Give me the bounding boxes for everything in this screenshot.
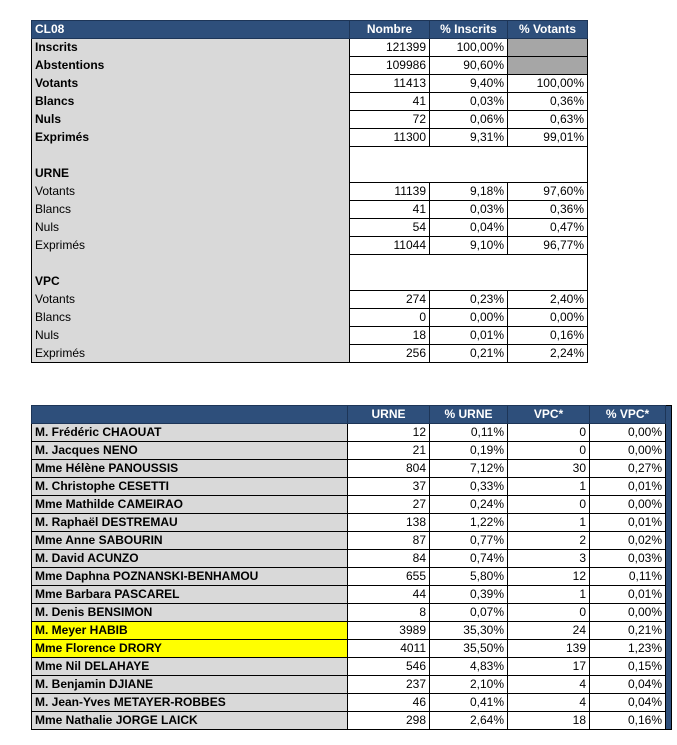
summary-nombre: 72: [350, 111, 430, 129]
candidate-pct-vpc: 0,01%: [590, 586, 666, 604]
candidate-pct-vpc: 0,11%: [590, 568, 666, 586]
candidate-row-edge: [666, 640, 672, 658]
summary-row: [32, 75, 588, 93]
summary-row-label: Votants: [32, 291, 350, 309]
candidate-urne: 12: [348, 424, 430, 442]
summary-nombre: 274: [350, 291, 430, 309]
summary-nombre: 11300: [350, 129, 430, 147]
summary-spacer-cell: [350, 273, 430, 291]
summary-spacer-row: [32, 255, 588, 273]
summary-pct-votants: 0,16%: [508, 327, 588, 345]
summary-spacer-cell: [430, 273, 508, 291]
candidate-urne: 298: [348, 712, 430, 730]
candidate-pct-vpc: 0,00%: [590, 424, 666, 442]
candidate-name: Mme Anne SABOURIN: [32, 532, 348, 550]
candidate-name: Mme Hélène PANOUSSIS: [32, 460, 348, 478]
summary-header-pct-votants: % Votants: [508, 21, 588, 39]
candidate-pct-vpc: 0,27%: [590, 460, 666, 478]
candidate-urne: 237: [348, 676, 430, 694]
candidate-pct-vpc: 0,00%: [590, 442, 666, 460]
candidate-vpc: 1: [508, 586, 590, 604]
summary-nombre: 121399: [350, 39, 430, 57]
candidate-row-edge: [666, 712, 672, 730]
candidate-row-edge: [666, 676, 672, 694]
summary-pct-inscrits: 90,60%: [430, 57, 508, 75]
candidate-pct-urne: 0,07%: [430, 604, 508, 622]
candidate-pct-urne: 2,10%: [430, 676, 508, 694]
summary-spacer-cell: [508, 273, 588, 291]
summary-pct-inscrits: 0,03%: [430, 201, 508, 219]
summary-row: [32, 183, 588, 201]
candidate-row: [32, 442, 672, 460]
candidate-pct-vpc: 0,01%: [590, 478, 666, 496]
summary-nombre: 11413: [350, 75, 430, 93]
candidate-row: [32, 496, 672, 514]
summary-row-label: Abstentions: [32, 57, 350, 75]
summary-row: [32, 93, 588, 111]
summary-pct-votants: 96,77%: [508, 237, 588, 255]
candidate-pct-urne: 0,19%: [430, 442, 508, 460]
candidate-urne: 546: [348, 658, 430, 676]
candidate-pct-urne: 0,77%: [430, 532, 508, 550]
candidate-vpc: 4: [508, 694, 590, 712]
summary-nombre: 11139: [350, 183, 430, 201]
candidate-vpc: 24: [508, 622, 590, 640]
candidate-pct-vpc: 0,01%: [590, 514, 666, 532]
section-vpc-title-label: VPC: [32, 273, 350, 291]
summary-pct-inscrits: 0,06%: [430, 111, 508, 129]
summary-row-label: Votants: [32, 183, 350, 201]
summary-row: [32, 129, 588, 147]
candidate-pct-vpc: 0,02%: [590, 532, 666, 550]
summary-nombre: 256: [350, 345, 430, 363]
candidate-row-edge: [666, 424, 672, 442]
summary-row: [32, 57, 588, 75]
summary-row-label: Exprimés: [32, 345, 350, 363]
candidate-row-edge: [666, 460, 672, 478]
candidate-vpc: 1: [508, 478, 590, 496]
candidate-urne: 37: [348, 478, 430, 496]
candidate-vpc: 0: [508, 442, 590, 460]
summary-nombre: 11044: [350, 237, 430, 255]
candidate-pct-vpc: 0,00%: [590, 604, 666, 622]
candidate-pct-urne: 2,64%: [430, 712, 508, 730]
summary-row-label: Blancs: [32, 309, 350, 327]
candidate-row: [32, 604, 672, 622]
candidate-urne: 21: [348, 442, 430, 460]
candidate-row: [32, 550, 672, 568]
summary-spacer-cell: [350, 165, 430, 183]
candidate-name: M. Frédéric CHAOUAT: [32, 424, 348, 442]
candidate-pct-urne: 35,50%: [430, 640, 508, 658]
section-urne-title-label: URNE: [32, 165, 350, 183]
candidate-pct-urne: 7,12%: [430, 460, 508, 478]
candidate-urne: 138: [348, 514, 430, 532]
candidates-header-row: [32, 406, 672, 424]
summary-table: [31, 20, 588, 363]
candidate-vpc: 17: [508, 658, 590, 676]
candidate-vpc: 12: [508, 568, 590, 586]
summary-row: [32, 237, 588, 255]
summary-row: [32, 111, 588, 129]
summary-nombre: 41: [350, 201, 430, 219]
candidate-row: [32, 586, 672, 604]
summary-spacer-cell: [350, 147, 430, 165]
candidate-row: [32, 712, 672, 730]
candidates-header-urne: URNE: [348, 406, 430, 424]
summary-row: [32, 291, 588, 309]
summary-pct-votants: 0,00%: [508, 309, 588, 327]
summary-spacer-row: [32, 147, 588, 165]
summary-spacer-label: [32, 147, 350, 165]
summary-pct-votants: 2,40%: [508, 291, 588, 309]
candidate-name: Mme Nil DELAHAYE: [32, 658, 348, 676]
summary-pct-votants: [508, 39, 588, 57]
summary-row: [32, 345, 588, 363]
candidate-row-edge: [666, 532, 672, 550]
summary-pct-votants: 99,01%: [508, 129, 588, 147]
section-urne-title: [32, 165, 588, 183]
candidate-name: Mme Nathalie JORGE LAICK: [32, 712, 348, 730]
summary-nombre: 109986: [350, 57, 430, 75]
candidate-row: [32, 622, 672, 640]
candidate-name: M. Raphaël DESTREMAU: [32, 514, 348, 532]
candidate-name: M. Christophe CESETTI: [32, 478, 348, 496]
candidate-name: M. Denis BENSIMON: [32, 604, 348, 622]
candidate-vpc: 0: [508, 604, 590, 622]
candidate-name: M. Meyer HABIB: [32, 622, 348, 640]
candidate-name: Mme Florence DRORY: [32, 640, 348, 658]
candidate-pct-vpc: 0,15%: [590, 658, 666, 676]
candidate-pct-vpc: 0,03%: [590, 550, 666, 568]
candidate-urne: 84: [348, 550, 430, 568]
summary-row: [32, 201, 588, 219]
candidate-pct-urne: 0,39%: [430, 586, 508, 604]
summary-spacer-label: [32, 255, 350, 273]
summary-pct-votants: 0,36%: [508, 201, 588, 219]
candidate-urne: 46: [348, 694, 430, 712]
summary-nombre: 54: [350, 219, 430, 237]
summary-pct-votants: [508, 57, 588, 75]
candidate-row: [32, 676, 672, 694]
summary-pct-inscrits: 0,23%: [430, 291, 508, 309]
candidate-urne: 27: [348, 496, 430, 514]
candidate-urne: 87: [348, 532, 430, 550]
candidates-header-pct-urne: % URNE: [430, 406, 508, 424]
candidate-row: [32, 514, 672, 532]
candidate-pct-urne: 1,22%: [430, 514, 508, 532]
summary-row: [32, 39, 588, 57]
summary-row-label: Nuls: [32, 219, 350, 237]
candidate-urne: 44: [348, 586, 430, 604]
summary-pct-votants: 0,63%: [508, 111, 588, 129]
candidates-header-edge: [666, 406, 672, 424]
summary-pct-votants: 97,60%: [508, 183, 588, 201]
summary-row-label: Exprimés: [32, 237, 350, 255]
candidate-pct-vpc: 0,04%: [590, 694, 666, 712]
summary-spacer-cell: [508, 165, 588, 183]
candidate-vpc: 18: [508, 712, 590, 730]
candidate-pct-vpc: 0,04%: [590, 676, 666, 694]
summary-nombre: 0: [350, 309, 430, 327]
candidate-row-edge: [666, 604, 672, 622]
summary-row-label: Blancs: [32, 93, 350, 111]
candidate-row-edge: [666, 478, 672, 496]
candidate-pct-urne: 4,83%: [430, 658, 508, 676]
summary-row: [32, 327, 588, 345]
candidate-urne: 8: [348, 604, 430, 622]
candidate-vpc: 1: [508, 514, 590, 532]
candidate-pct-urne: 0,33%: [430, 478, 508, 496]
section-vpc-title: [32, 273, 588, 291]
summary-pct-votants: 0,47%: [508, 219, 588, 237]
candidate-pct-vpc: 0,21%: [590, 622, 666, 640]
candidate-name: M. David ACUNZO: [32, 550, 348, 568]
candidate-pct-urne: 0,24%: [430, 496, 508, 514]
candidate-row-edge: [666, 694, 672, 712]
summary-pct-votants: 2,24%: [508, 345, 588, 363]
summary-row-label: Nuls: [32, 111, 350, 129]
summary-spacer-cell: [430, 165, 508, 183]
candidate-vpc: 0: [508, 496, 590, 514]
summary-pct-inscrits: 100,00%: [430, 39, 508, 57]
candidate-row-edge: [666, 568, 672, 586]
candidate-row-edge: [666, 514, 672, 532]
summary-spacer-cell: [430, 255, 508, 273]
candidate-pct-urne: 0,11%: [430, 424, 508, 442]
candidate-vpc: 0: [508, 424, 590, 442]
candidate-row: [32, 640, 672, 658]
candidate-row-edge: [666, 658, 672, 676]
candidate-row: [32, 460, 672, 478]
candidate-vpc: 30: [508, 460, 590, 478]
candidate-row: [32, 658, 672, 676]
candidates-body: [32, 424, 672, 730]
candidate-row-edge: [666, 586, 672, 604]
candidate-pct-urne: 0,74%: [430, 550, 508, 568]
summary-header-cl08: CL08: [32, 21, 350, 39]
candidate-row: [32, 532, 672, 550]
summary-pct-inscrits: 9,40%: [430, 75, 508, 93]
summary-pct-inscrits: 0,00%: [430, 309, 508, 327]
candidate-name: M. Benjamin DJIANE: [32, 676, 348, 694]
summary-row-label: Votants: [32, 75, 350, 93]
candidate-row: [32, 478, 672, 496]
summary-row: [32, 309, 588, 327]
summary-nombre: 41: [350, 93, 430, 111]
summary-nombre: 18: [350, 327, 430, 345]
summary-pct-votants: 0,36%: [508, 93, 588, 111]
summary-row-label: Nuls: [32, 327, 350, 345]
summary-spacer-cell: [508, 255, 588, 273]
summary-pct-inscrits: 0,21%: [430, 345, 508, 363]
candidate-pct-vpc: 0,00%: [590, 496, 666, 514]
candidate-name: M. Jean-Yves METAYER-ROBBES: [32, 694, 348, 712]
candidate-pct-urne: 35,30%: [430, 622, 508, 640]
candidate-vpc: 4: [508, 676, 590, 694]
candidate-row: [32, 694, 672, 712]
summary-row-label: Exprimés: [32, 129, 350, 147]
candidate-urne: 655: [348, 568, 430, 586]
candidate-row: [32, 424, 672, 442]
summary-header-nombre: Nombre: [350, 21, 430, 39]
candidate-pct-vpc: 1,23%: [590, 640, 666, 658]
candidate-vpc: 3: [508, 550, 590, 568]
candidate-name: Mme Mathilde CAMEIRAO: [32, 496, 348, 514]
summary-spacer-cell: [430, 147, 508, 165]
summary-row-label: Inscrits: [32, 39, 350, 57]
summary-pct-inscrits: 9,18%: [430, 183, 508, 201]
candidate-row-edge: [666, 496, 672, 514]
summary-header-pct-inscrits: % Inscrits: [430, 21, 508, 39]
summary-spacer-cell: [350, 255, 430, 273]
summary-pct-inscrits: 9,10%: [430, 237, 508, 255]
candidate-row-edge: [666, 550, 672, 568]
summary-pct-inscrits: 0,03%: [430, 93, 508, 111]
candidate-row: [32, 568, 672, 586]
summary-header-row: [32, 21, 588, 39]
summary-row-label: Blancs: [32, 201, 350, 219]
candidate-name: Mme Daphna POZNANSKI-BENHAMOU: [32, 568, 348, 586]
summary-pct-votants: 100,00%: [508, 75, 588, 93]
summary-spacer-cell: [508, 147, 588, 165]
candidate-row-edge: [666, 442, 672, 460]
candidate-row-edge: [666, 622, 672, 640]
summary-body: [32, 39, 588, 363]
candidate-urne: 3989: [348, 622, 430, 640]
candidates-table: [31, 405, 672, 730]
candidate-pct-urne: 5,80%: [430, 568, 508, 586]
candidates-header-name: [32, 406, 348, 424]
candidates-header-pct-vpc: % VPC*: [590, 406, 666, 424]
candidates-header-vpc: VPC*: [508, 406, 590, 424]
candidate-pct-urne: 0,41%: [430, 694, 508, 712]
candidate-vpc: 2: [508, 532, 590, 550]
summary-pct-inscrits: 0,04%: [430, 219, 508, 237]
candidate-vpc: 139: [508, 640, 590, 658]
summary-pct-inscrits: 9,31%: [430, 129, 508, 147]
candidate-urne: 4011: [348, 640, 430, 658]
summary-row: [32, 219, 588, 237]
candidate-name: Mme Barbara PASCAREL: [32, 586, 348, 604]
candidate-pct-vpc: 0,16%: [590, 712, 666, 730]
candidate-urne: 804: [348, 460, 430, 478]
candidate-name: M. Jacques NENO: [32, 442, 348, 460]
summary-pct-inscrits: 0,01%: [430, 327, 508, 345]
